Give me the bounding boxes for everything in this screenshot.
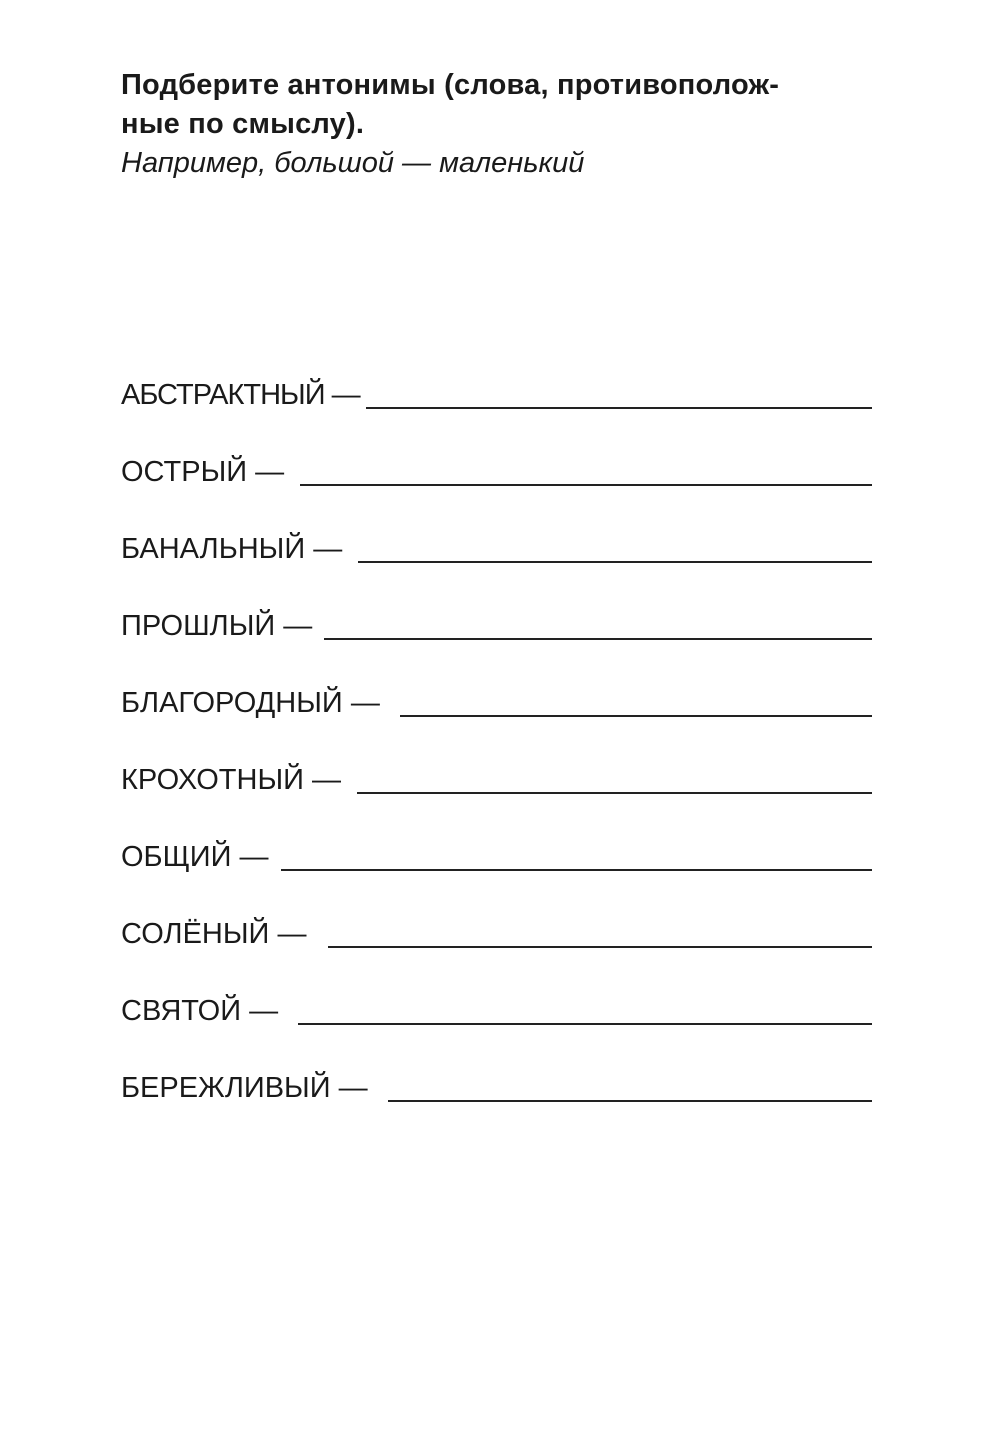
exercise-row	[121, 952, 872, 1029]
answer-blank[interactable]	[366, 377, 872, 409]
exercise-row	[121, 336, 872, 413]
exercise-row	[121, 1029, 872, 1106]
exercise-word: АБСТРАКТНЫЙ —	[121, 379, 360, 411]
exercise-word: ОСТРЫЙ —	[121, 456, 285, 488]
answer-blank[interactable]	[328, 916, 872, 948]
exercise-row	[121, 875, 872, 952]
exercise-row	[121, 413, 872, 490]
task-instruction	[121, 66, 891, 144]
task-header	[121, 66, 891, 183]
exercise-word: СОЛЁНЫЙ —	[121, 918, 307, 950]
exercise-word: БАНАЛЬНЫЙ —	[121, 533, 343, 565]
exercise-word: ПРОШЛЫЙ —	[121, 610, 313, 642]
exercise-word: БЛАГОРОДНЫЙ —	[121, 687, 380, 719]
instruction-line-1: Подберите антонимы (слова, противополож-	[121, 69, 780, 101]
exercise-row	[121, 567, 872, 644]
exercise-word: КРОХОТНЫЙ —	[121, 764, 342, 796]
antonym-exercise-list	[121, 336, 872, 1106]
instruction-line-2: ные по смыслу).	[121, 108, 365, 140]
answer-blank[interactable]	[300, 454, 872, 486]
task-example: Например, большой — маленький	[121, 147, 585, 179]
answer-blank[interactable]	[281, 839, 872, 871]
answer-blank[interactable]	[357, 762, 872, 794]
exercise-row	[121, 490, 872, 567]
answer-blank[interactable]	[324, 608, 872, 640]
exercise-word: СВЯТОЙ —	[121, 995, 279, 1027]
exercise-row	[121, 721, 872, 798]
answer-blank[interactable]	[400, 685, 872, 717]
answer-blank[interactable]	[388, 1070, 872, 1102]
exercise-row	[121, 644, 872, 721]
exercise-word: БЕРЕЖЛИВЫЙ —	[121, 1072, 368, 1104]
answer-blank[interactable]	[298, 993, 872, 1025]
exercise-word: ОБЩИЙ —	[121, 841, 269, 873]
answer-blank[interactable]	[358, 531, 872, 563]
exercise-row	[121, 798, 872, 875]
